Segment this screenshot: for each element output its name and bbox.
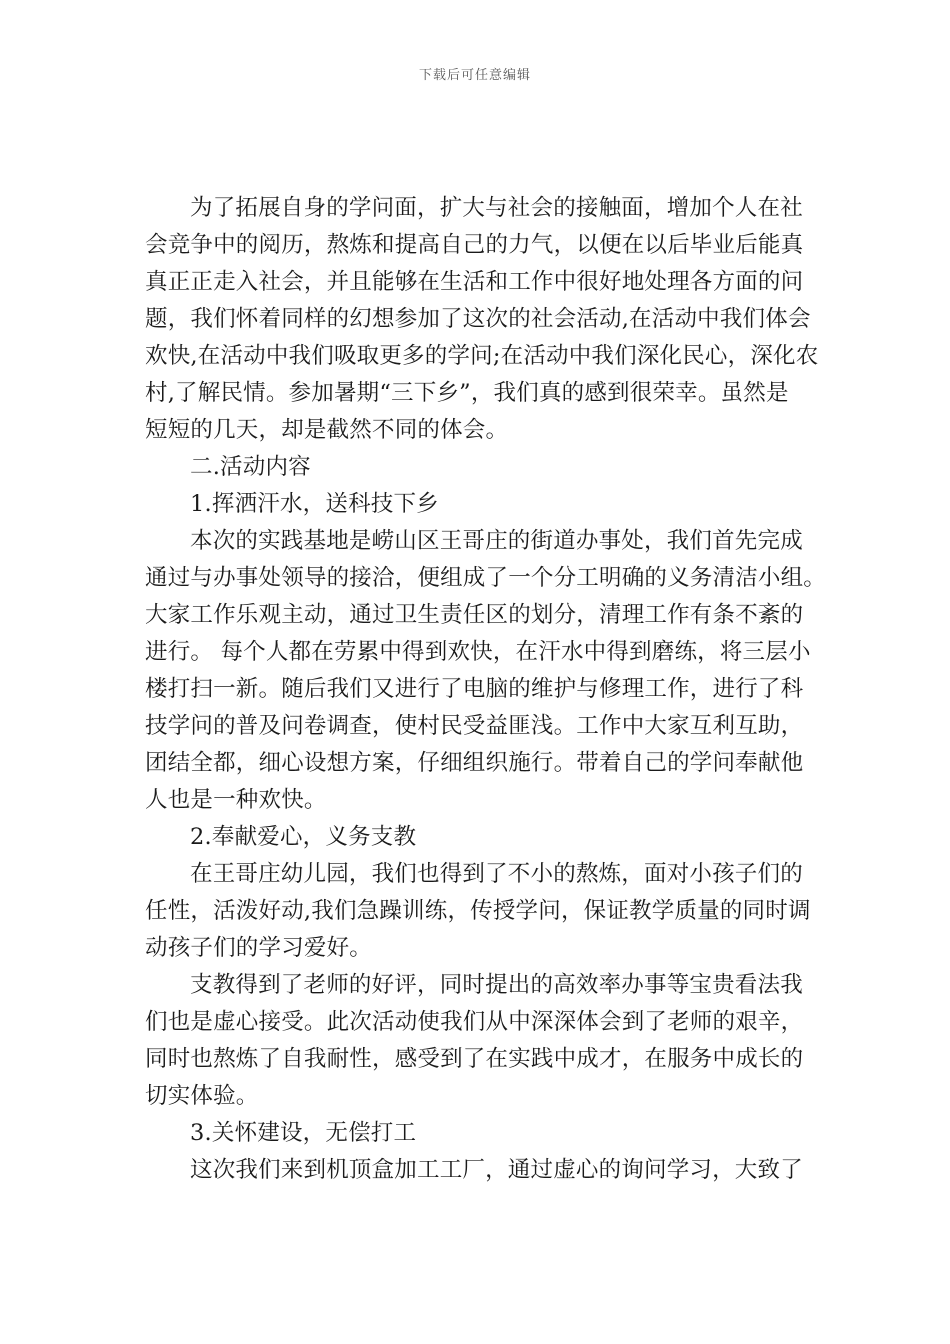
- section-heading: 二.活动内容: [190, 454, 311, 480]
- text-line: 题，我们怀着同样的幻想参加了这次的社会活动,在活动中我们体会: [145, 306, 811, 332]
- text-line: 本次的实践基地是崂山区王哥庄的街道办事处，我们首先完成: [190, 528, 803, 554]
- subsection-heading-1: 1.挥洒汗水，送科技下乡: [190, 491, 439, 517]
- text-line: 在王哥庄幼儿园，我们也得到了不小的熬炼，面对小孩子们的: [190, 861, 803, 887]
- text-line: 同时也熬炼了自我耐性，感受到了在实践中成才，在服务中成长的: [145, 1046, 804, 1072]
- text-line: 大家工作乐观主动，通过卫生责任区的划分，清理工作有条不紊的: [145, 602, 804, 628]
- text-line: 人也是一种欢快。: [145, 787, 327, 813]
- subsection-heading-3: 3.关怀建设，无偿打工: [190, 1120, 417, 1146]
- text-line: 团结全都，细心设想方案，仔细组织施行。带着自己的学问奉献他: [145, 750, 804, 776]
- paragraph-cleaning: [145, 523, 827, 819]
- subsection-heading-2: 2.奉献爱心，义务支教: [190, 824, 417, 850]
- text-line: 任性，活泼好动,我们急躁训练，传授学问，保证教学质量的同时调: [145, 898, 811, 924]
- text-line: 短短的几天，却是截然不同的体会。: [145, 417, 509, 443]
- text-line: 村,了解民情。参加暑期“三下乡”，我们真的感到很荣幸。虽然是: [145, 380, 789, 406]
- paragraph-kindergarten: [145, 856, 815, 967]
- text-line: 为了拓展自身的学问面，扩大与社会的接触面，增加个人在社: [190, 195, 803, 221]
- text-line: 欢快,在活动中我们吸取更多的学问;在活动中我们深化民心，深化农: [145, 343, 819, 369]
- text-line: 进行。 每个人都在劳累中得到欢快，在汗水中得到磨练，将三层小: [145, 639, 811, 665]
- text-line: 技学问的普及问卷调查，使村民受益匪浅。工作中大家互利互助，: [145, 713, 804, 739]
- paragraph-teaching-feedback: [145, 967, 815, 1115]
- text-line: 们也是虚心接受。此次活动使我们从中深深体会到了老师的艰辛，: [145, 1009, 804, 1035]
- paragraph-intro: [145, 190, 819, 449]
- paragraph-factory: [145, 1152, 815, 1189]
- text-line: 这次我们来到机顶盒加工工厂，通过虚心的询问学习，大致了: [190, 1157, 803, 1183]
- text-line: 通过与办事处领导的接洽，便组成了一个分工明确的义务清洁小组。: [145, 565, 827, 591]
- text-line: 会竞争中的阅历，熬炼和提高自己的力气，以便在以后毕业后能真: [145, 232, 804, 258]
- document-body: [145, 190, 827, 1189]
- text-line: 切实体验。: [145, 1083, 259, 1109]
- text-line: 支教得到了老师的好评，同时提出的高效率办事等宝贵看法我: [190, 972, 803, 998]
- text-line: 真正正走入社会，并且能够在生活和工作中很好地处理各方面的问: [145, 269, 804, 295]
- text-line: 动孩子们的学习爱好。: [145, 935, 373, 961]
- text-line: 楼打扫一新。随后我们又进行了电脑的维护与修理工作，进行了科: [145, 676, 804, 702]
- page-header-note: 下载后可任意编辑: [418, 68, 531, 83]
